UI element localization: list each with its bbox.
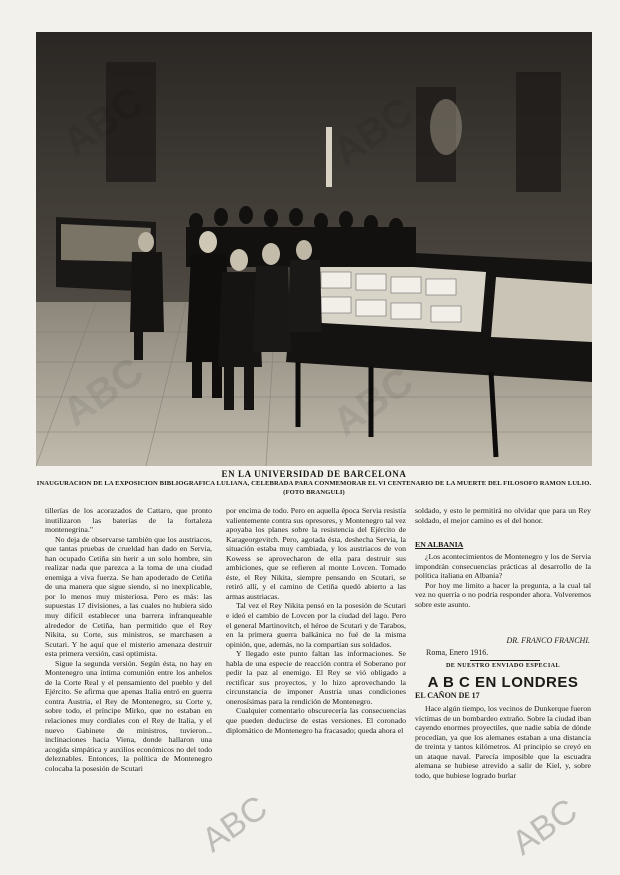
paragraph: soldado, y esto le permitirá no olvidar que para un Rey soldado, el mejor camino es el del honor.	[415, 506, 591, 525]
paragraph: ¿Los acontecimientos de Montenegro y los de Servia impondrán consecuencias prácticas al desarrollo de la política italiana en Albania?	[415, 552, 591, 581]
paragraph: Tal vez el Rey Nikita pensó en la posesión de Scutari e ideó el cambio de Lovcen por la ciudad del lago. Pero el general Martinovitch, el héroe de Scutari y de Tarabos, en la primera guerra balkánica no fué de la misma opinión, que, además, no la compartían sus soldados.	[226, 601, 406, 649]
paragraph: Hace algún tiempo, los vecinos de Dunkerque fueron víctimas de un bombardeo extraño. Sobre la ciudad iban cayendo enormes proyectiles, que nadie sabía de dónde procedían, ya que los alemanes estaban a una distancia de treinta y tantos kilómetros. Al principio se creyó en un ataque naval. Parecía imposible que la escuadra alemana se hubiese atrevido a salir de Kiel, y, sobre todo, que hubiese logrado burlar	[415, 704, 591, 780]
photo-caption-title: EN LA UNIVERSIDAD DE BARCELONA	[221, 469, 407, 479]
divider	[470, 660, 540, 661]
author-signature: DR. FRANCO FRANCHI.	[506, 636, 590, 645]
envoy-label: DE NUESTRO ENVIADO ESPECIAL	[445, 662, 561, 669]
paragraph: Por hoy me limito a hacer la pregunta, a la cual tal vez no querría o no podría responder ahora. Volveremos sobre este asunto.	[415, 580, 591, 609]
paragraph: Sigue la segunda versión. Según ésta, no hay en Montenegro una íntima comunión entre los anhelos de la Corte Real y el pensamiento del pueblo y del Ejército. Se afirma que apenas Italia entró en guerra contra Austria, el Rey de Montenegro, su Corte y, sobre todo, el príncipe Mirko, que no estaban en relaciones muy cordiales con el Rey de Italia, y el nuevo Gabinete de ministros, tuvieron... inclinaciones hacia Viena, donde hallaron una acogida simpática y auxilios económicos no del todo deleznables. Entonces, la política de Montenegro colocaba la posesión de Scutari	[45, 658, 212, 773]
article-column-1	[45, 506, 212, 866]
article-headline: A B C EN LONDRES	[427, 674, 579, 691]
watermark: ABC	[505, 791, 585, 863]
paragraph: Cualquier comentario obscurecería las consecuencias que pueden deducirse de estas versiones. El coronado diplomático de Montenegro ha fracasado; queda ahora el	[226, 706, 406, 735]
photo-illustration	[36, 32, 592, 466]
paragraph: No deja de observarse también que los austriacos, que tantas pruebas de crueldad han dado en Servia, han ocupado Cetiña sin herir a un solo hombre, sin realizar nada que parezca a la toma de una ciudad enemiga a viva fuerza. Se han apoderado de Cetiña de una manera que sigue siendo, si no inexplicable, por lo menos muy misteriosa. Pero es más: las supuestas 17 divisiones, a las cuales no hubiera sido muy difícil establecer una barrera infranqueable alrededor de Cetiña, han permitido que el Rey Nikita, su Corte, sus ministros, se marchasen a Scutari. Y he aquí que el misterio amenaza destruir esta primera versión, casi optimista.	[45, 534, 212, 659]
section-heading-albania: EN ALBANIA	[415, 540, 464, 549]
exhibition-photo	[36, 32, 592, 466]
paragraph: por encima de todo. Pero en aquella época Servia resistía valientemente contra sus opresores, y Montenegro tal vez apoyaba los planes sobre la resistencia del Ejército de Karageorgevitch. Pero, agotada ésta, deshecha Servia, la situación estaba muy cambiada, y los austriacos de von Kowess se aprovecharon de ella para destruir sus ambiciones, que se refieren al monte Lovcen. Tomado éste, el Rey Nikita, siempre pensando en Scutari, se retiró allí, y el camino de Cetiña quedó abierto a las armas austriacas.	[226, 506, 406, 601]
paragraph: tillerías de los acorazados de Cattaro, que pronto inutilizaron las baterías de la fortaleza montenegrina."	[45, 506, 212, 535]
article-column-3-top	[415, 506, 591, 540]
article-column-2	[226, 506, 406, 761]
paragraph: Y llegado este punto faltan las informaciones. Se habla de una especie de reacción contra el Soberano por pedir la paz al enemigo. El Rey se vió obligado a rectificar sus proyectos, y lo hizo aprovechando la circunstancia de imponer Austria unas condiciones onerosísimas para la rendición de Montenegro.	[226, 649, 406, 706]
watermark: ABC	[195, 788, 275, 860]
photo-caption-text: INAUGURACION DE LA EXPOSICION BIBLIOGRAFICA LULIANA, CELEBRADA PARA CONMEMORAR EL VI CENTENARIO DE LA MUERTE DEL FILOSOFO RAMON LULIO. (FOTO BRANGULI)	[36, 480, 592, 496]
article-column-3-middle	[415, 552, 591, 642]
article-column-3-bottom	[415, 704, 591, 854]
article-subheading: EL CAÑON DE 17	[415, 691, 480, 700]
dateline: Roma, Enero 1916.	[426, 648, 489, 657]
